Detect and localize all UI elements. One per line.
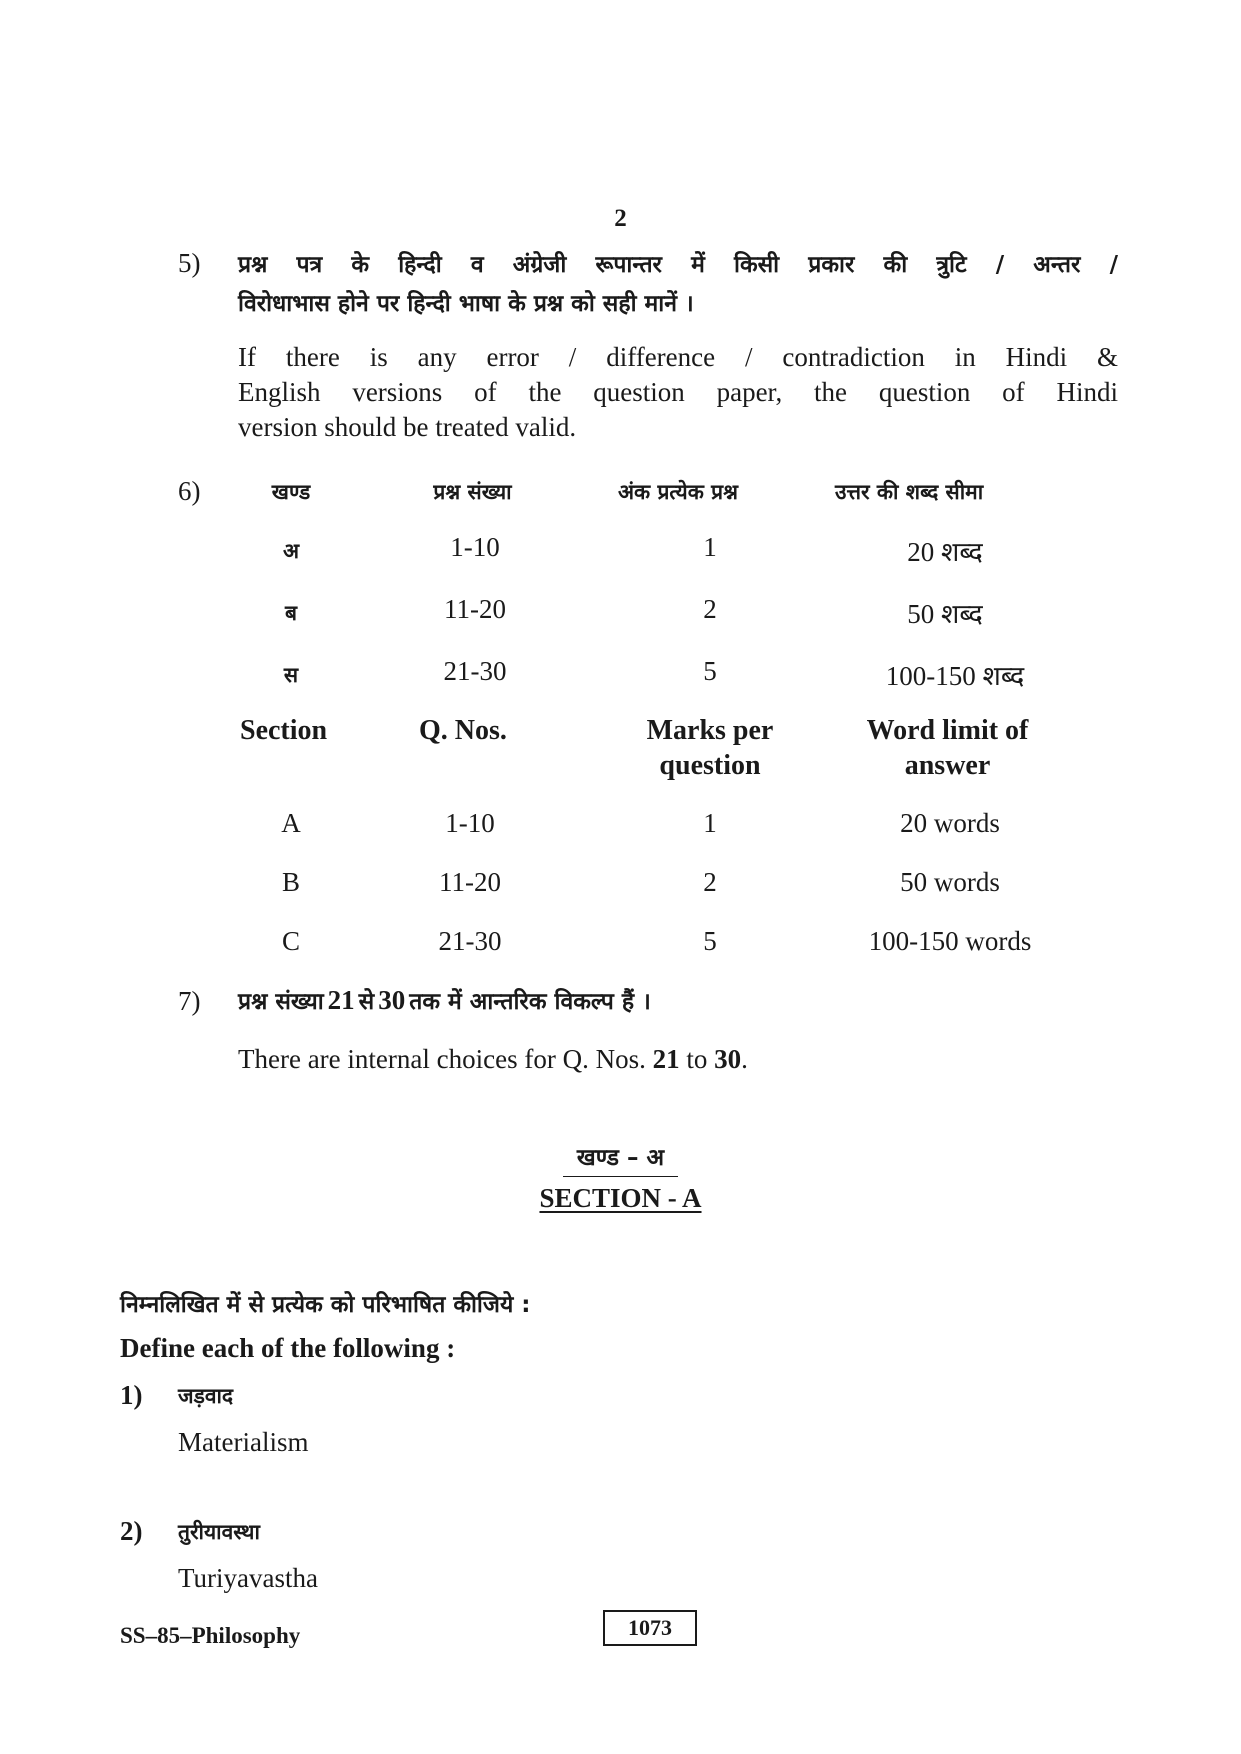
hindi-row-3-marks: 5 bbox=[703, 656, 717, 686]
item-7-english-part3: . bbox=[741, 1044, 748, 1074]
english-row-3-marks: 5 bbox=[703, 926, 717, 956]
question-2-english: Turiyavastha bbox=[178, 1563, 318, 1593]
english-row-1-marks: 1 bbox=[703, 808, 717, 838]
hindi-row-2-section: ब bbox=[285, 601, 297, 625]
item-7-english bbox=[238, 1044, 748, 1075]
english-row-2-qnos: 11-20 bbox=[439, 867, 501, 897]
english-header-wordlimit-line1: Word limit of bbox=[866, 715, 1029, 746]
instruction-hindi: निम्नलिखित में से प्रत्येक को परिभाषित कीजिये : bbox=[120, 1292, 531, 1318]
question-1-english: Materialism bbox=[178, 1427, 309, 1457]
hindi-row-1-qnos: 1-10 bbox=[450, 532, 500, 562]
question-1-number: 1) bbox=[120, 1380, 143, 1410]
item-5-english-line1: If there is any error / difference / contradiction in Hindi & bbox=[238, 342, 1118, 372]
english-row-1-section: A bbox=[281, 808, 301, 838]
item-7-hindi-part3: तक में आन्तरिक विकल्प हैं । bbox=[409, 989, 651, 1015]
english-row-2-section: B bbox=[281, 867, 300, 897]
item-7-hindi-part2: से bbox=[358, 989, 375, 1015]
english-header-marks-line2: question bbox=[659, 750, 761, 781]
english-header-wordlimit-line2: answer bbox=[904, 750, 991, 781]
item-5-english bbox=[238, 340, 1118, 445]
question-2-hindi: तुरीयावस्था bbox=[178, 1520, 260, 1544]
hindi-row-2-qnos: 11-20 bbox=[444, 594, 506, 624]
hindi-row-3-qnos: 21-30 bbox=[443, 656, 507, 686]
item-7-hindi bbox=[238, 984, 651, 1016]
item-7-english-num1: 21 bbox=[652, 1044, 680, 1074]
hindi-row-3-wordlimit: 100-150 शब्द bbox=[885, 661, 1025, 691]
instruction-english: Define each of the following : bbox=[120, 1333, 456, 1363]
section-heading-english bbox=[0, 1183, 1241, 1214]
english-header-wordlimit bbox=[830, 713, 1065, 783]
hindi-row-2-wordlimit: 50 शब्द bbox=[907, 599, 983, 629]
item-5-number: 5) bbox=[178, 248, 201, 278]
hindi-row-1-marks: 1 bbox=[703, 532, 717, 562]
english-row-1-wordlimit: 20 words bbox=[900, 808, 1000, 838]
hindi-header-qnos: प्रश्न संख्या bbox=[433, 480, 512, 504]
hindi-header-wordlimit: उत्तर की शब्द सीमा bbox=[835, 480, 984, 504]
hindi-header-marks: अंक प्रत्येक प्रश्न bbox=[618, 480, 738, 504]
hindi-row-1-wordlimit: 20 शब्द bbox=[907, 537, 983, 567]
english-header-marks bbox=[610, 713, 810, 783]
english-header-marks-line1: Marks per bbox=[646, 715, 774, 746]
item-7-hindi-part1: प्रश्न संख्या bbox=[238, 989, 324, 1015]
footer-paper-code: SS–85–Philosophy bbox=[120, 1623, 301, 1648]
item-7-english-part1: There are internal choices for Q. Nos. bbox=[238, 1044, 646, 1074]
english-row-3-wordlimit: 100-150 words bbox=[868, 926, 1032, 956]
english-header-qnos: Q. Nos. bbox=[419, 715, 507, 746]
item-7-hindi-num1: 21 bbox=[327, 985, 355, 1015]
item-7-hindi-num2: 30 bbox=[378, 985, 406, 1015]
hindi-row-2-marks: 2 bbox=[703, 594, 717, 624]
item-6-number: 6) bbox=[178, 476, 201, 506]
item-5-english-line2: English versions of the question paper, the question of Hindi bbox=[238, 377, 1118, 407]
question-1-hindi: जड़वाद bbox=[178, 1384, 234, 1408]
section-heading-hindi-text: खण्ड – अ bbox=[563, 1140, 678, 1177]
page-number: 2 bbox=[614, 205, 627, 232]
hindi-row-3-section: स bbox=[283, 663, 299, 687]
english-row-3-qnos: 21-30 bbox=[438, 926, 502, 956]
footer-number-box: 1073 bbox=[603, 1610, 697, 1646]
item-7-english-part2: to bbox=[686, 1044, 708, 1074]
hindi-header-section: खण्ड bbox=[271, 480, 311, 504]
item-5-hindi-line2: विरोधाभास होने पर हिन्दी भाषा के प्रश्न को सही मानें । bbox=[238, 291, 694, 317]
english-header-section: Section bbox=[240, 715, 328, 746]
english-row-2-wordlimit: 50 words bbox=[900, 867, 1000, 897]
english-row-3-section: C bbox=[281, 926, 300, 956]
section-heading-english-text: SECTION - A bbox=[539, 1183, 702, 1213]
item-7-english-num2: 30 bbox=[714, 1044, 742, 1074]
hindi-row-1-section: अ bbox=[282, 539, 300, 563]
section-heading-hindi bbox=[0, 1140, 1241, 1177]
item-7-number: 7) bbox=[178, 986, 201, 1016]
question-2-number: 2) bbox=[120, 1516, 143, 1546]
item-5-hindi-line1: प्रश्न पत्र के हिन्दी व अंग्रेजी रूपान्तर में किसी प्रकार की त्रुटि / अन्तर / bbox=[238, 252, 1118, 278]
item-5-english-line3: version should be treated valid. bbox=[238, 412, 577, 442]
english-row-2-marks: 2 bbox=[703, 867, 717, 897]
english-row-1-qnos: 1-10 bbox=[445, 808, 495, 838]
